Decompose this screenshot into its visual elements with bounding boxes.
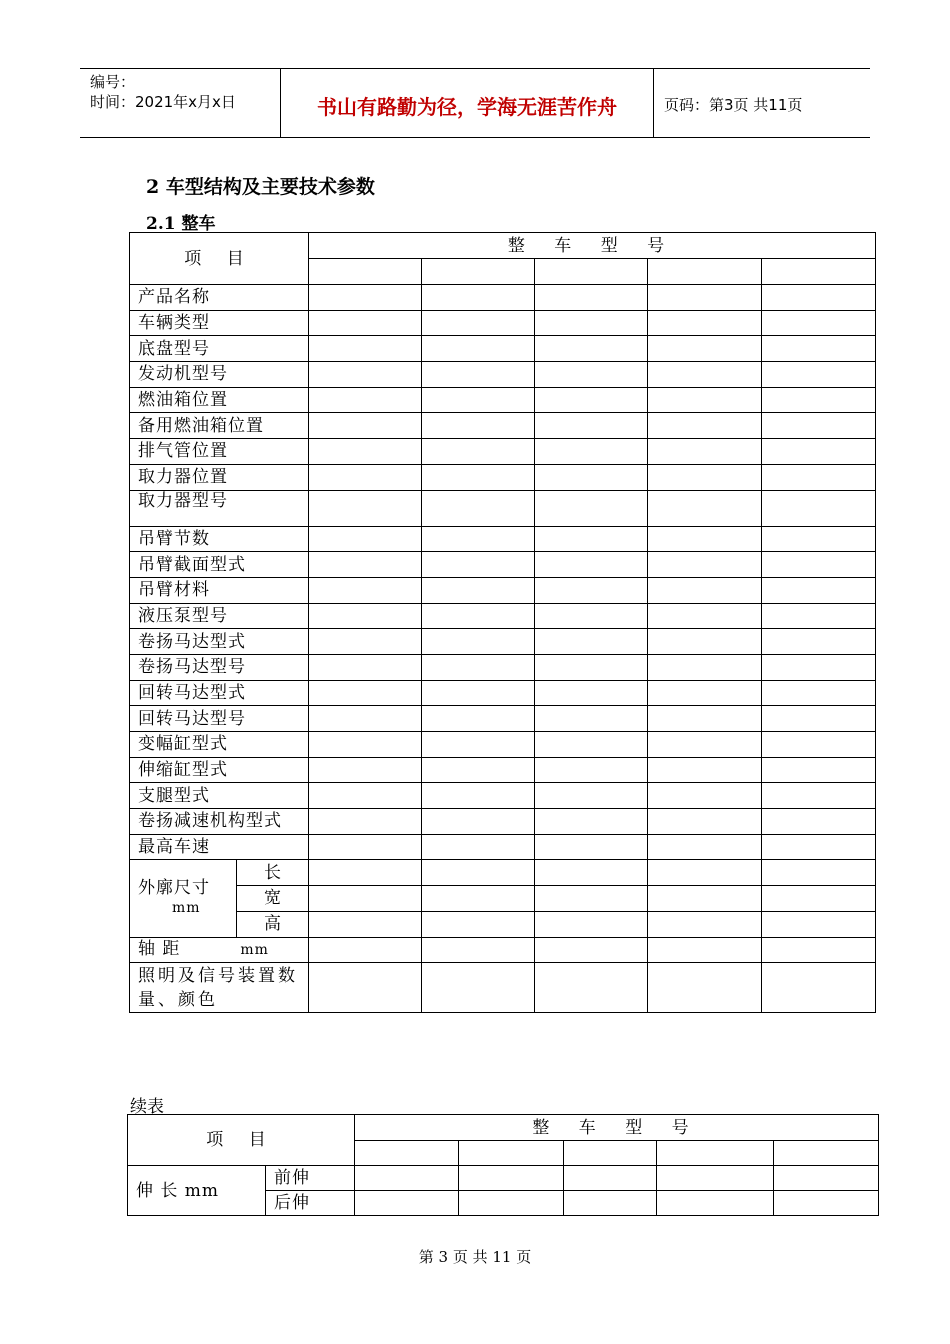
value-cell[interactable]: [648, 552, 762, 578]
value-cell[interactable]: [309, 834, 422, 860]
value-cell[interactable]: [309, 732, 422, 758]
row-label: 卷扬减速机构型式: [130, 809, 309, 835]
code-label: 编号：: [90, 73, 136, 91]
value-cell[interactable]: [309, 886, 422, 912]
dimensions-text: 外廓尺寸: [138, 878, 210, 899]
value-cell[interactable]: [648, 387, 762, 413]
extension-table: [127, 1114, 879, 1216]
header-page-cell: [654, 69, 870, 137]
model-cell[interactable]: [762, 259, 876, 285]
value-cell[interactable]: [309, 439, 422, 465]
value-cell[interactable]: [535, 362, 648, 388]
value-cell[interactable]: [535, 706, 648, 732]
dimension-sub-label: 高: [237, 911, 309, 937]
time-label: 时间：2021年x月x日: [90, 93, 236, 111]
item-header-2: 项 目: [128, 1115, 355, 1166]
row-label: 液压泵型号: [130, 603, 309, 629]
value-cell[interactable]: [762, 757, 876, 783]
dimension-sub-label: 宽: [237, 886, 309, 912]
value-cell[interactable]: [309, 937, 422, 963]
value-cell[interactable]: [535, 526, 648, 552]
value-cell[interactable]: [762, 886, 876, 912]
value-cell[interactable]: [648, 310, 762, 336]
row-label: 吊臂节数: [130, 526, 309, 552]
value-cell[interactable]: [648, 886, 762, 912]
value-cell[interactable]: [762, 362, 876, 388]
value-cell[interactable]: [422, 552, 535, 578]
value-cell[interactable]: [309, 654, 422, 680]
value-cell[interactable]: [762, 783, 876, 809]
value-cell[interactable]: [648, 413, 762, 439]
value-cell[interactable]: [535, 732, 648, 758]
value-cell[interactable]: [535, 490, 648, 526]
value-cell[interactable]: [762, 464, 876, 490]
value-cell[interactable]: [535, 577, 648, 603]
front-ext-label: 前伸: [266, 1166, 355, 1191]
value-cell[interactable]: [648, 809, 762, 835]
wheelbase-unit: mm: [240, 942, 269, 959]
value-cell[interactable]: [422, 336, 535, 362]
value-cell[interactable]: [309, 783, 422, 809]
row-label: 吊臂截面型式: [130, 552, 309, 578]
value-cell[interactable]: [422, 526, 535, 552]
value-cell[interactable]: [762, 310, 876, 336]
value-cell[interactable]: [309, 490, 422, 526]
row-label: 发动机型号: [130, 362, 309, 388]
value-cell[interactable]: [355, 1191, 459, 1216]
value-cell[interactable]: [535, 911, 648, 937]
value-cell[interactable]: [422, 886, 535, 912]
value-cell[interactable]: [762, 860, 876, 886]
value-cell[interactable]: [422, 577, 535, 603]
value-cell[interactable]: [535, 834, 648, 860]
row-label: 取力器型号: [130, 490, 309, 526]
value-cell[interactable]: [309, 413, 422, 439]
row-label: 卷扬马达型号: [130, 654, 309, 680]
value-cell[interactable]: [648, 439, 762, 465]
value-cell[interactable]: [422, 464, 535, 490]
row-label: 底盘型号: [130, 336, 309, 362]
value-cell[interactable]: [774, 1166, 879, 1191]
value-cell[interactable]: [535, 809, 648, 835]
wheelbase-text: 轴 距: [138, 939, 181, 960]
value-cell[interactable]: [309, 860, 422, 886]
value-cell[interactable]: [648, 654, 762, 680]
value-cell[interactable]: [422, 732, 535, 758]
value-cell[interactable]: [648, 937, 762, 963]
value-cell[interactable]: [648, 629, 762, 655]
row-label: 支腿型式: [130, 783, 309, 809]
page-header: [80, 68, 870, 138]
row-label: 备用燃油箱位置: [130, 413, 309, 439]
value-cell[interactable]: [422, 413, 535, 439]
value-cell[interactable]: [762, 413, 876, 439]
header-meta-cell: [80, 69, 281, 137]
value-cell[interactable]: [762, 834, 876, 860]
value-cell[interactable]: [762, 526, 876, 552]
value-cell[interactable]: [422, 809, 535, 835]
value-cell[interactable]: [762, 732, 876, 758]
row-label: 回转马达型式: [130, 680, 309, 706]
value-cell[interactable]: [535, 336, 648, 362]
value-cell[interactable]: [309, 757, 422, 783]
value-cell[interactable]: [648, 732, 762, 758]
row-label: 卷扬马达型式: [130, 629, 309, 655]
value-cell[interactable]: [309, 577, 422, 603]
value-cell[interactable]: [535, 629, 648, 655]
value-cell[interactable]: [535, 439, 648, 465]
value-cell[interactable]: [762, 911, 876, 937]
value-cell[interactable]: [535, 757, 648, 783]
value-cell[interactable]: [422, 860, 535, 886]
header-motto-cell: [281, 69, 654, 137]
value-cell[interactable]: [657, 1191, 774, 1216]
value-cell[interactable]: [762, 706, 876, 732]
value-cell[interactable]: [535, 886, 648, 912]
value-cell[interactable]: [422, 706, 535, 732]
model-cell[interactable]: [564, 1141, 657, 1166]
value-cell[interactable]: [648, 285, 762, 311]
value-cell[interactable]: [422, 783, 535, 809]
model-cell[interactable]: [459, 1141, 564, 1166]
value-cell[interactable]: [309, 387, 422, 413]
value-cell[interactable]: [309, 526, 422, 552]
value-cell[interactable]: [459, 1166, 564, 1191]
value-cell[interactable]: [762, 387, 876, 413]
page-info: 页码：第3页 共11页: [664, 96, 803, 114]
value-cell[interactable]: [762, 552, 876, 578]
row-label: 燃油箱位置: [130, 387, 309, 413]
value-cell[interactable]: [762, 603, 876, 629]
value-cell[interactable]: [762, 577, 876, 603]
value-cell[interactable]: [648, 860, 762, 886]
value-cell[interactable]: [535, 680, 648, 706]
value-cell[interactable]: [422, 963, 535, 1013]
dimensions-label: [130, 860, 237, 937]
value-cell[interactable]: [762, 490, 876, 526]
model-cell[interactable]: [648, 259, 762, 285]
model-cell[interactable]: [309, 259, 422, 285]
model-cell[interactable]: [355, 1141, 459, 1166]
value-cell[interactable]: [309, 362, 422, 388]
value-cell[interactable]: [422, 362, 535, 388]
value-cell[interactable]: [762, 680, 876, 706]
value-cell[interactable]: [762, 809, 876, 835]
page-footer: 第 3 页 共 11 页: [418, 1248, 532, 1266]
dimensions-unit: mm: [172, 900, 201, 917]
row-label: 回转马达型号: [130, 706, 309, 732]
value-cell[interactable]: [648, 680, 762, 706]
value-cell[interactable]: [535, 963, 648, 1013]
value-cell[interactable]: [535, 413, 648, 439]
value-cell[interactable]: [422, 629, 535, 655]
value-cell[interactable]: [535, 937, 648, 963]
value-cell[interactable]: [535, 552, 648, 578]
row-label: 吊臂材料: [130, 577, 309, 603]
value-cell[interactable]: [648, 603, 762, 629]
value-cell[interactable]: [422, 680, 535, 706]
value-cell[interactable]: [422, 490, 535, 526]
vehicle-params-table: [129, 232, 876, 1013]
value-cell[interactable]: [648, 526, 762, 552]
item-header: 项 目: [130, 233, 309, 285]
model-header: 整 车 型 号: [309, 233, 876, 259]
value-cell[interactable]: [309, 629, 422, 655]
model-header-2: 整 车 型 号: [355, 1115, 879, 1141]
value-cell[interactable]: [309, 310, 422, 336]
value-cell[interactable]: [535, 860, 648, 886]
row-label: 伸缩缸型式: [130, 757, 309, 783]
wheelbase-label: [130, 937, 309, 963]
value-cell[interactable]: [648, 911, 762, 937]
value-cell[interactable]: [648, 362, 762, 388]
value-cell[interactable]: [422, 937, 535, 963]
value-cell[interactable]: [535, 603, 648, 629]
value-cell[interactable]: [648, 336, 762, 362]
value-cell[interactable]: [657, 1166, 774, 1191]
dimension-sub-label: 长: [237, 860, 309, 886]
value-cell[interactable]: [422, 285, 535, 311]
value-cell[interactable]: [422, 387, 535, 413]
row-label: 排气管位置: [130, 439, 309, 465]
value-cell[interactable]: [535, 654, 648, 680]
value-cell[interactable]: [762, 937, 876, 963]
value-cell[interactable]: [535, 387, 648, 413]
value-cell[interactable]: [564, 1166, 657, 1191]
value-cell[interactable]: [309, 285, 422, 311]
model-cell[interactable]: [657, 1141, 774, 1166]
value-cell[interactable]: [762, 629, 876, 655]
value-cell[interactable]: [459, 1191, 564, 1216]
value-cell[interactable]: [309, 603, 422, 629]
value-cell[interactable]: [422, 603, 535, 629]
row-label: 最高车速: [130, 834, 309, 860]
value-cell[interactable]: [309, 464, 422, 490]
value-cell[interactable]: [762, 336, 876, 362]
value-cell[interactable]: [309, 552, 422, 578]
value-cell[interactable]: [422, 911, 535, 937]
value-cell[interactable]: [309, 680, 422, 706]
value-cell[interactable]: [535, 464, 648, 490]
value-cell[interactable]: [309, 963, 422, 1013]
motto: 书山有路勤为径，学海无涯苦作舟: [317, 95, 617, 119]
value-cell[interactable]: [309, 336, 422, 362]
value-cell[interactable]: [762, 654, 876, 680]
row-label: 产品名称: [130, 285, 309, 311]
value-cell[interactable]: [309, 911, 422, 937]
value-cell[interactable]: [648, 757, 762, 783]
value-cell[interactable]: [762, 285, 876, 311]
value-cell[interactable]: [648, 490, 762, 526]
value-cell[interactable]: [648, 706, 762, 732]
value-cell[interactable]: [422, 310, 535, 336]
value-cell[interactable]: [422, 834, 535, 860]
value-cell[interactable]: [355, 1166, 459, 1191]
value-cell[interactable]: [762, 439, 876, 465]
model-cell[interactable]: [774, 1141, 879, 1166]
value-cell[interactable]: [535, 285, 648, 311]
value-cell[interactable]: [648, 577, 762, 603]
value-cell[interactable]: [422, 757, 535, 783]
model-cell[interactable]: [535, 259, 648, 285]
rear-ext-label: 后伸: [266, 1191, 355, 1216]
value-cell[interactable]: [648, 834, 762, 860]
continued-label: 续表: [130, 1097, 164, 1117]
value-cell[interactable]: [309, 706, 422, 732]
lighting-label: 照明及信号装置数量、颜色: [130, 963, 309, 1013]
model-cell[interactable]: [422, 259, 535, 285]
value-cell[interactable]: [762, 963, 876, 1013]
value-cell[interactable]: [535, 783, 648, 809]
extension-label: 伸 长 mm: [128, 1166, 266, 1216]
value-cell[interactable]: [774, 1191, 879, 1216]
subsection-title: 2.1 整车: [146, 214, 216, 234]
value-cell[interactable]: [309, 809, 422, 835]
row-label: 取力器位置: [130, 464, 309, 490]
section-title: 2 车型结构及主要技术参数: [146, 176, 375, 198]
value-cell[interactable]: [648, 783, 762, 809]
value-cell[interactable]: [535, 310, 648, 336]
value-cell[interactable]: [564, 1191, 657, 1216]
value-cell[interactable]: [422, 439, 535, 465]
value-cell[interactable]: [648, 963, 762, 1013]
value-cell[interactable]: [648, 464, 762, 490]
row-label: 变幅缸型式: [130, 732, 309, 758]
row-label: 车辆类型: [130, 310, 309, 336]
value-cell[interactable]: [422, 654, 535, 680]
